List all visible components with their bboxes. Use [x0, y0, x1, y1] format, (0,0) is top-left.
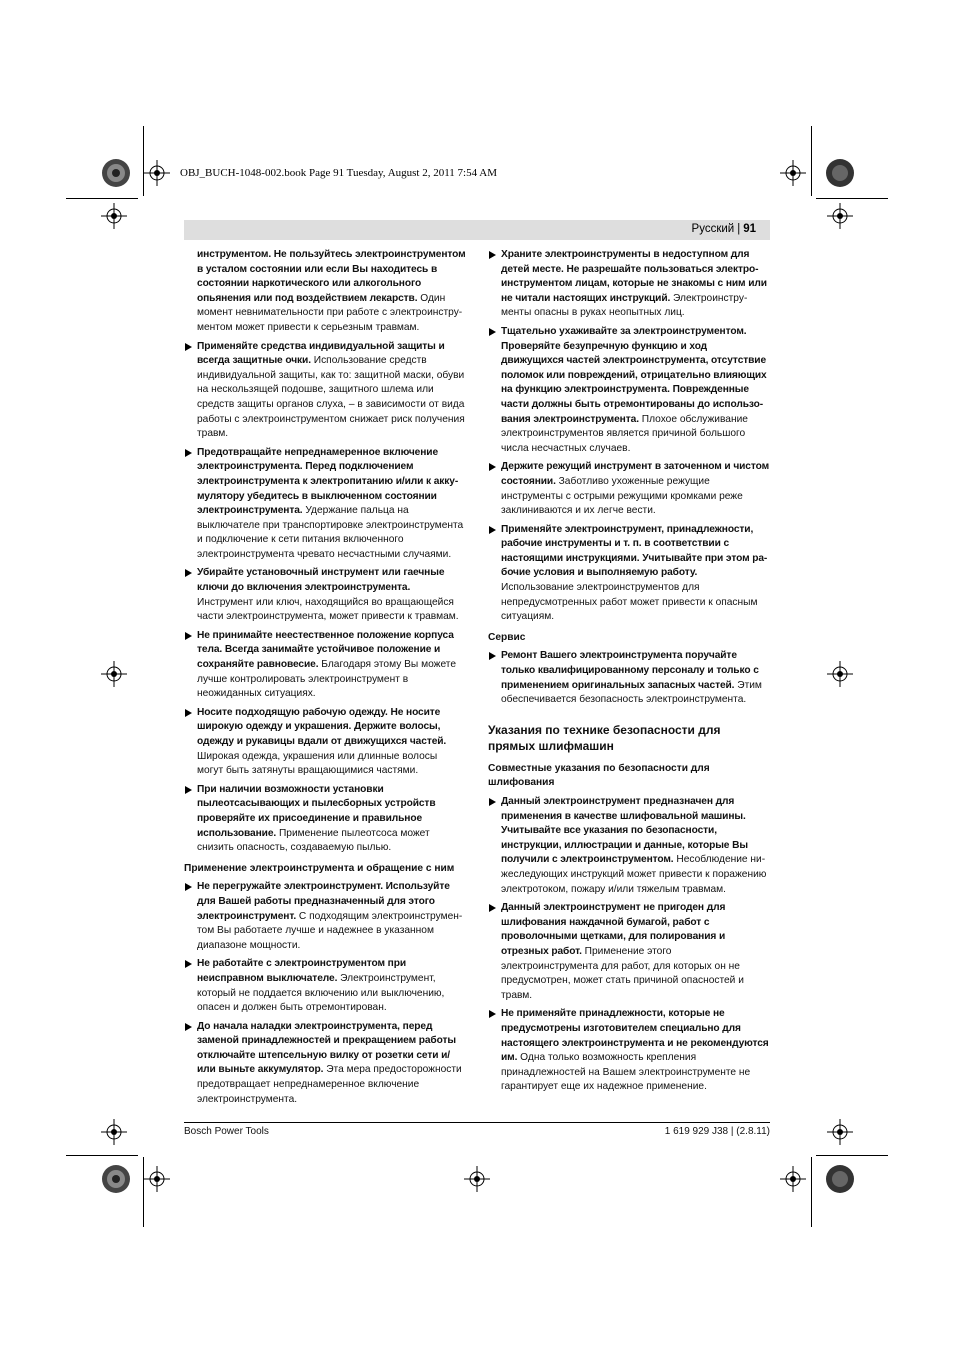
crosshair-icon [780, 1166, 806, 1192]
list-item: Не принимайте неестественное положение корпуса тела. Всегда занимайте устойчивое положение и сохраняйте равновесие. Благодаря этому Вы можете лучше контролировать электроинструмент в неожиданных ситуациях. [184, 629, 466, 702]
registration-target-icon [824, 1163, 856, 1195]
crosshair-icon [780, 160, 806, 186]
print-slug: OBJ_BUCH-1048-002.book Page 91 Tuesday, August 2, 2011 7:54 AM [180, 167, 497, 179]
bullet-arrow-icon [489, 652, 496, 660]
crosshair-icon [464, 1166, 490, 1192]
bullet-arrow-icon [489, 1010, 496, 1018]
bullet-arrow-icon [185, 343, 192, 351]
registration-target-icon [824, 157, 856, 189]
list-item: Тщательно ухаживайте за электроинструментом. Проверяйте безупречную функцию и ход движущихся частей электроинструмента, отсутствие поломок или повреждений, отрицательно влияющих на функцию электроинструмента. Поврежденные части должны быть отремонтированы до использования электроинструмента. Плохое обслуживание электроинструментов является причиной большого числа несчастных случаев. [488, 325, 770, 456]
list-item: Применяйте электроинструмент, принадлежности, рабочие инструменты и т. п. в соответствии с настоящими инструкциями. Учитывайте при этом рабочие условия и выполняемую работу. Использование электроинструментов для непредусмотренных работ может привести к опасным ситуациям. [488, 523, 770, 625]
crosshair-icon [101, 203, 127, 229]
list-item: Держите режущий инструмент в заточенном и чистом состоянии. Заботливо ухоженные режущие инструменты с острыми режущими кромками реже заклиниваются и их легче вести. [488, 460, 770, 518]
bullet-arrow-icon [185, 960, 192, 968]
bullet-arrow-icon [185, 883, 192, 891]
footer-rule [184, 1122, 770, 1123]
registration-target-icon [100, 1163, 132, 1195]
page-header [184, 220, 770, 240]
list-item: Не перегружайте электроинструмент. Используйте для Вашей работы предназначенный для этого электроинструмент. С подходящим электроинструментом Вы работаете лучше и надежнее в указанном диапазоне мощности. [184, 880, 466, 953]
footer-doc-number: 1 619 929 J38 | (2.8.11) [664, 1126, 770, 1137]
crosshair-icon [827, 661, 853, 687]
service-heading: Сервис [488, 631, 526, 643]
header-text: Русский | 91 [691, 223, 756, 235]
bullet-arrow-icon [185, 1023, 192, 1031]
list-item: Храните электроинструменты в недоступном для детей месте. Не разрешайте пользоваться электроинструментом лицам, которые не знакомы с ним или не читали настоящих инструкций. Электроинструменты опасны в руках неопытных лиц. [488, 248, 770, 321]
bullet-arrow-icon [185, 632, 192, 640]
page-number: 91 [743, 223, 756, 235]
bullet-arrow-icon [489, 904, 496, 912]
bullet-arrow-icon [489, 463, 496, 471]
continued-paragraph: инструментом. Не пользуйтесь электроинструментом в усталом состоянии или если Вы находитесь в состоянии наркотического или алкогольного опьянения или под воздействием лекарств. Один момент невнимательности при работе с электроинструментом может привести к серьезным травмам. [197, 249, 466, 333]
list-item: Убирайте установочный инструмент или гаечные ключи до включения электроинструмента. Инструмент или ключ, находящийся во вращающейся части электроинструмента, может привести к травмам. [184, 566, 466, 624]
crosshair-icon [144, 160, 170, 186]
subsection-heading: Совместные указания по безопасности для шлифования [488, 762, 710, 789]
bullet-arrow-icon [185, 786, 192, 794]
bullet-arrow-icon [489, 798, 496, 806]
crosshair-icon [827, 203, 853, 229]
right-column [488, 248, 770, 1099]
list-item: При наличии возможности установки пылеотсасывающих и пылесборных устройств проверяйте их присоединение и правильное использование. Применение пылеотсоса может снизить опасность, создаваемую пылью. [184, 783, 466, 856]
bullet-arrow-icon [489, 251, 496, 259]
list-item: Предотвращайте непреднамеренное включение электроинструмента. Перед подключением электроинструмента к электропитанию и/или к аккумулятору убедитесь в выключенном состоянии электроинструмента. Удержание пальца на выключателе при транспортировке электроинструмента и подключение к сети питания включенного электроинструмента чревато несчастными случаями. [184, 446, 466, 563]
crosshair-icon [101, 1119, 127, 1145]
list-item: Данный электроинструмент не пригоден для шлифования наждачной бумагой, работ с проволочными щетками, для полирования и отрезных работ. Применение этого электроинструмента для работ, для которых он не предусмотрен, может стать причиной опасностей и травм. [488, 901, 770, 1003]
list-item: До начала наладки электроинструмента, перед заменой принадлежностей и прекращением работы отключайте штепсельную вилку от розетки сети и/или выньте аккумулятор. Эта мера предосторожности предотвращает непреднамеренное включение электроинструмента. [184, 1020, 466, 1108]
crosshair-icon [144, 1166, 170, 1192]
crosshair-icon [827, 1119, 853, 1145]
bullet-arrow-icon [489, 526, 496, 534]
header-language: Русский [691, 223, 735, 235]
list-item: Ремонт Вашего электроинструмента поручайте только квалифицированному персоналу и только с применением оригинальных запасных частей. Этим обеспечивается безопасность электроинструмента. [488, 649, 770, 707]
list-item: Носите подходящую рабочую одежду. Не носите широкую одежду и украшения. Держите волосы, одежду и рукавицы вдали от движущихся частей. Широкая одежда, украшения или длинные волосы могут быть затянуты вращающимися частями. [184, 706, 466, 779]
footer-brand: Bosch Power Tools [184, 1126, 269, 1137]
crosshair-icon [101, 661, 127, 687]
subsection-heading: Применение электроинструмента и обращение с ним [184, 862, 455, 874]
registration-target-icon [100, 157, 132, 189]
bullet-arrow-icon [489, 328, 496, 336]
left-column [184, 248, 466, 1111]
list-item: Не применяйте принадлежности, которые не предусмотрены изготовителем специально для настоящего электроинструмента и не рекомендуются им. Одна только возможность крепления принадлежностей на Вашем электроинструменте не гарантирует еще их надежное применение. [488, 1007, 770, 1095]
section-title: Указания по технике безопасности для прямых шлифмашин [488, 722, 721, 753]
bullet-arrow-icon [185, 449, 192, 457]
bullet-arrow-icon [185, 709, 192, 717]
list-item: Применяйте средства индивидуальной защиты и всегда защитные очки. Использование средств индивидуальной защиты, как то: защитной маски, обуви на нескользящей подошве, защитного шлема или средств защиты органов слуха, – в зависимости от вида работы с электроинструментом снижает риск получения травм. [184, 340, 466, 442]
list-item: Данный электроинструмент предназначен для применения в качестве шлифовальной машины. Учитывайте все указания по безопасности, инструкции, иллюстрации и данные, которые Вы получили с электроинструментом. Несоблюдение нижеследующих инструкций может привести к поражению электротоком, пожару и/или тяжелым травмам. [488, 795, 770, 897]
bullet-arrow-icon [185, 569, 192, 577]
list-item: Не работайте с электроинструментом при неисправном выключателе. Электроинструмент, который не поддается включению или выключению, опасен и должен быть отремонтирован. [184, 957, 466, 1015]
